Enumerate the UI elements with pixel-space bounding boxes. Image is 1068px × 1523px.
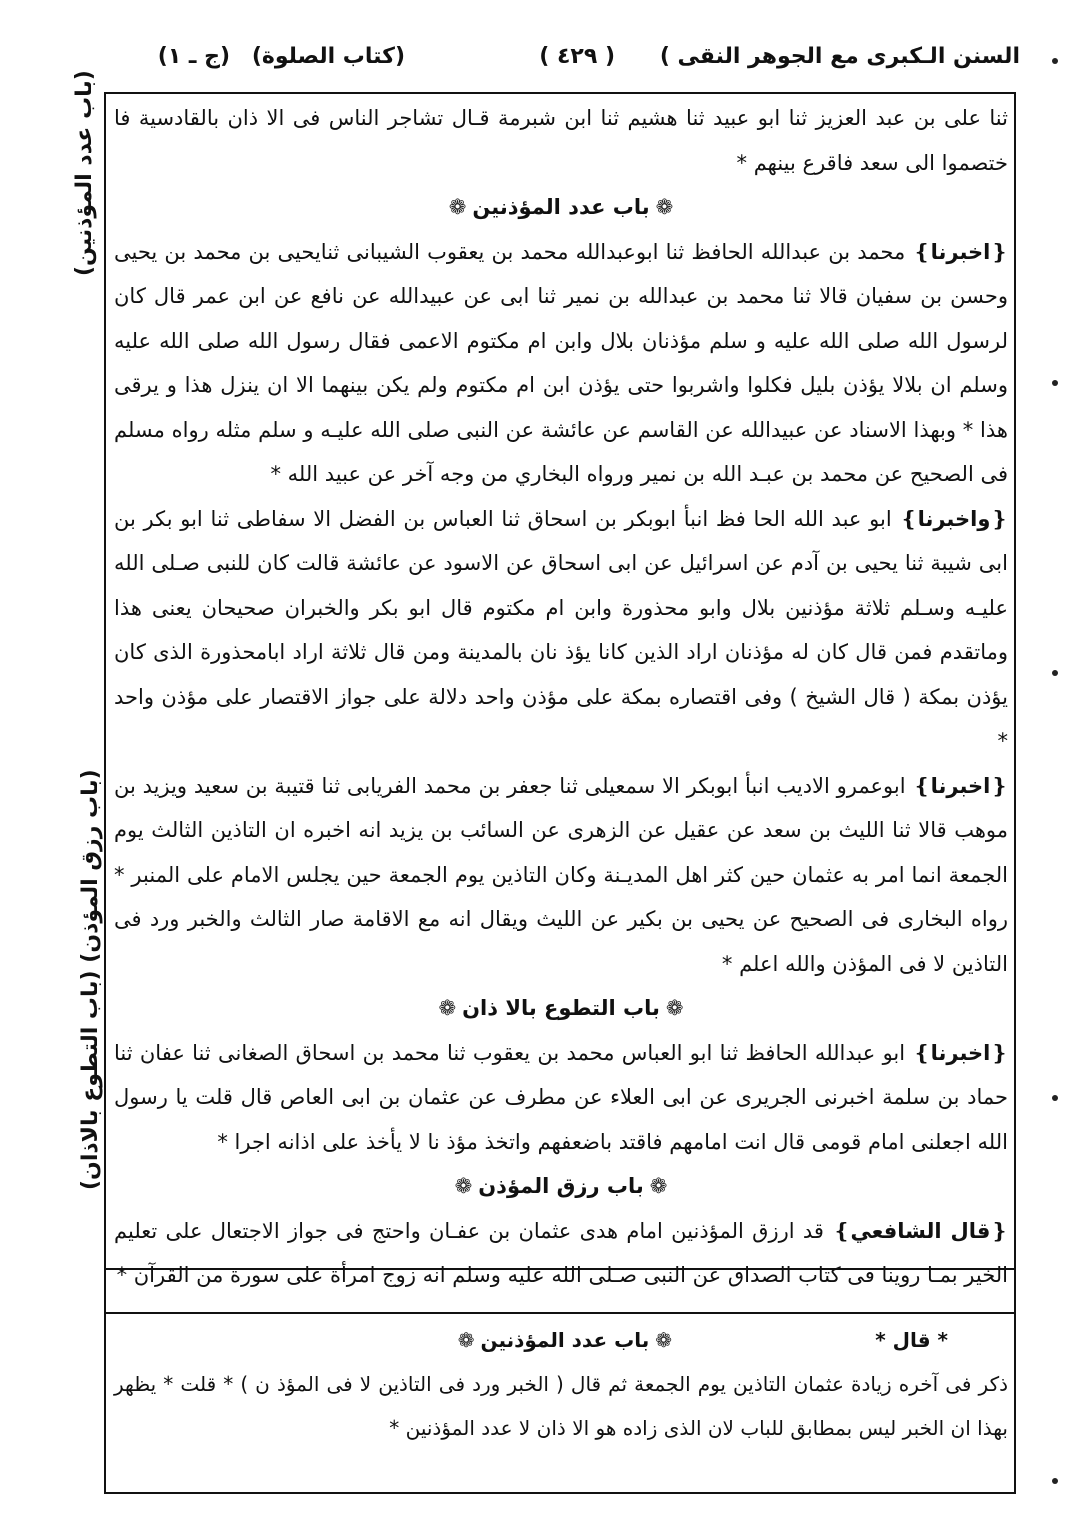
scan-mark [1052, 58, 1058, 64]
commentary-text: ذكر فى آخره زيادة عثمان التاذين يوم الجمعة ثم قال ( الخبر ورد فى التاذين لا فى المؤذ ن ) * قلت * يظهر بهذا ان الخبر ليس بمطابق للباب لان الذى زاده هو الا ذان لا عدد المؤذنين * [114, 1372, 1008, 1440]
hadith-paragraph [114, 764, 1008, 987]
ornament-icon: ❁ [448, 195, 467, 219]
intro-paragraph: ثنا على بن عبد العزيز ثنا ابو عبيد ثنا هشيم ثنا ابن شبرمة قـال تشاجر الناس فى الا ذان بالقادسية فا ختصموا الى سعد فاقرع بينهم * [114, 106, 1008, 175]
scan-mark [1052, 670, 1058, 676]
margin-note-top: (باب عدد المؤذنين) [72, 70, 97, 276]
section-heading [114, 986, 1008, 1031]
scan-mark [1052, 380, 1058, 386]
ornament-icon: ❁ [457, 1328, 475, 1352]
ornament-icon: ❁ [438, 996, 457, 1020]
paragraph-lead: ❴اخبرنا❵ [905, 1040, 1008, 1065]
paragraph-lead: ❴واخبرنا❵ [891, 506, 1008, 531]
heading-text: باب رزق المؤذن [478, 1174, 644, 1198]
ornament-icon: ❁ [454, 1174, 473, 1198]
paragraph-text: ابو عبد الله الحا فظ انبأ ابوبكر بن اسحاق ثنا العباس بن الفضل الا سفاطى ثنا ابو بكر بن ابى شيبة ثنا يحيى بن آدم عن اسرائيل عن ابى اسحاق عن الاسود عن عائشة قالت كان للنبى صـلى الله عليـه وسـلم ثلاثة مؤذنين بلال وابو محذورة وابن ام مكتوم قال ابو بكر والخبران صحيحان يعنى هذا وماتقدم فمن قال كان له مؤذنان اراد الذين كانا يؤذ نان بالمدينة ومن قال ثلاثة اراد ابامحذورة الذى كان يؤذن بمكة ( قال الشيخ ) وفى اقتصاره بمكة على مؤذن واحد دلالة على جواز الاقتصار على مؤذن واحد * [114, 506, 1008, 753]
commentary-header [114, 1318, 1008, 1362]
paragraph-text: قد ارزق المؤذنين امام هدى عثمان بن عفـان واحتج فى جواز الاجتعال على تعليم الخير بمـا روينا فى كتاب الصداق عن النبى صـلى الله عليه وسلم انه زوج امرأة على سورة من القرآن * [114, 1218, 1008, 1287]
page-number: ( ٤٢٩ ) [539, 44, 615, 69]
commentary-section [114, 1318, 1008, 1450]
scan-mark [1052, 1478, 1058, 1484]
footnote-divider-2 [104, 1312, 1016, 1314]
paragraph-lead: ❴اخبرنا❵ [905, 239, 1008, 264]
ornament-icon: ❁ [655, 1328, 672, 1352]
scan-mark [1052, 1095, 1058, 1101]
ornament-icon: ❁ [649, 1174, 668, 1198]
paragraph-text: ابو عبدالله الحافظ ثنا ابو العباس محمد بن يعقوب ثنا محمد بن اسحاق الصغانى ثنا عفان ثنا حماد بن سلمة اخبرنى الجريرى عن ابى العلاء عن مطرف عن عثمان بن ابى العاص قال قلت يا رسول الله اجعلنى امام قومى قال انت امامهم فاقتد باضعفهم واتخذ مؤذ نا لا يأخذ على اذانه اجرا * [114, 1040, 1008, 1154]
heading-text: باب عدد المؤذنين [472, 195, 650, 219]
paragraph-lead: ❴اخبرنا❵ [905, 773, 1008, 798]
paragraph-text: ابوعمرو الاديب انبأ ابوبكر الا سمعيلى ثنا جعفر بن محمد الفريابى ثنا قتيبة بن سعيد ويزيد بن موهب قالا ثنا الليث بن سعد عن عقيل عن الزهرى عن السائب بن يزيد انه اخبره ان التاذين الثالث يوم الجمعة انما امر به عثمان حين كثر اهل المديـنة وكان التاذين يوم الجمعة حين يجلس الامام على المنبر * رواه البخارى فى الصحيح عن يحيى بن بكير عن الليث ويقال انه مع الاقامة صار الثالث والخبر ورد فى التاذين لا فى المؤذن والله اعلم * [114, 773, 1008, 976]
paragraph-lead: ❴قال الشافعي❵ [823, 1218, 1009, 1243]
section-heading [114, 185, 1008, 230]
section-heading [114, 1164, 1008, 1209]
volume-label: (ج ـ ١) [157, 44, 230, 69]
margin-note-bottom: (باب رزق المؤذن) (باب التطوع بالاذان) [78, 769, 103, 1190]
running-header [120, 44, 1020, 84]
heading-text: باب التطوع بالا ذان [462, 996, 660, 1020]
paragraph-text: محمد بن عبدالله الحافظ ثنا ابوعبدالله محمد بن يعقوب الشيبانى ثنايحيى بن محمد بن يحيى وحسن بن سفيان قالا ثنا محمد بن عبدالله بن نمير ثنا ابى عن عبيدالله عن نافع عن ابن عمر قال كان لرسول الله صلى الله عليه و سلم مؤذنان بلال وابن ام مكتوم الاعمى فقال رسول الله صلى الله عليه وسلم ان بلالا يؤذن بليل فكلوا واشربوا حتى يؤذن ابن ام مكتوم ولم يكن بينهما الا ان ينزل هذا و يرقى هذا * وبهذا الاسناد عن عبيدالله عن القاسم عن عائشة عن النبى صلى الله عليـه و سلم مثله رواه مسلم فى الصحيح عن محمد بن عبـد الله بن نمير ورواه البخاري من وجه آخر عن عبيد الله * [114, 239, 1008, 486]
hadith-paragraph [114, 497, 1008, 764]
commentary-qal: * قال * [875, 1328, 948, 1352]
hadith-paragraph [114, 230, 1008, 497]
hadith-paragraph [114, 1031, 1008, 1165]
ornament-icon: ❁ [665, 996, 684, 1020]
book-title: السنن الـكبرى مع الجوهر النقى ) [659, 44, 1020, 69]
commentary-heading: ❁باب عدد المؤذنين❁ [452, 1318, 678, 1362]
main-text [114, 96, 1008, 1298]
book-section: (كتاب الصلوة) [251, 44, 405, 69]
hadith-paragraph [114, 1209, 1008, 1298]
ornament-icon: ❁ [655, 195, 674, 219]
